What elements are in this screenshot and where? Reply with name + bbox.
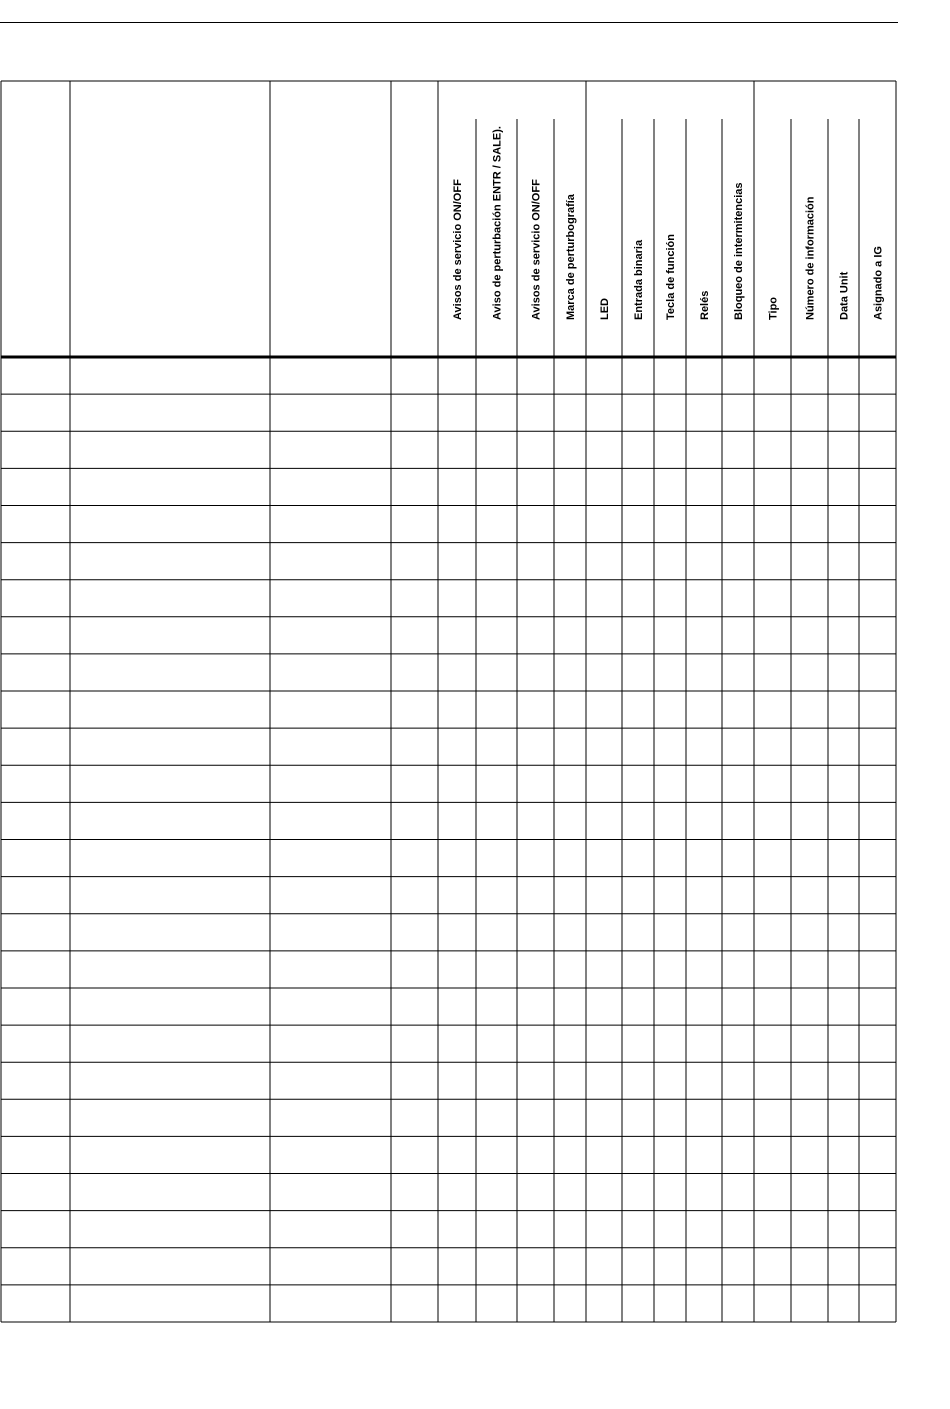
column-header: LED: [599, 298, 611, 320]
column-header: Asignado a IG: [872, 246, 885, 320]
column-header: Tipo: [767, 296, 780, 320]
column-header: Tecla de función: [665, 234, 677, 320]
column-header: Bloqueo de intermitencias: [733, 182, 745, 320]
column-header: Avisos de servicio ON/OFF: [452, 179, 464, 320]
column-header: Avisos de servicio ON/OFF: [530, 179, 543, 320]
column-header: Data Unit: [838, 271, 851, 320]
column-header: Aviso de perturbación ENTR / SALE).: [491, 126, 504, 320]
column-header: Entrada binaria: [633, 239, 645, 320]
column-header: Relés: [699, 290, 711, 320]
column-header: Número de información: [804, 196, 817, 320]
column-header: Marca de perturbografía: [565, 194, 577, 320]
